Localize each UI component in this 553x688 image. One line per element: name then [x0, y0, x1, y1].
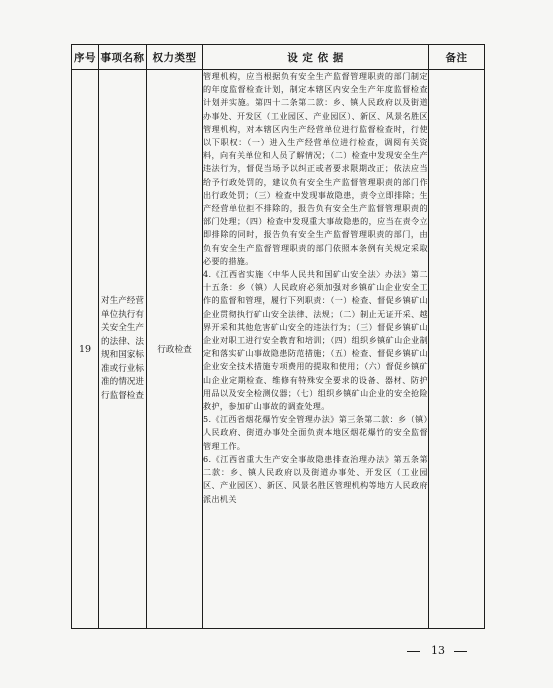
- basis-paragraph: 4.《江西省实施〈中华人民共和国矿山安全法〉办法》第二十五条：乡（镇）人民政府必须加强对乡镇矿山企业安全工作的监督和管理，履行下列职责：（一）检查、督促乡镇矿山企业贯彻执行矿山安全法律、法规；（二）制止无证开采、越界开采和其他危害矿山安全的违法行为；（三）督促乡镇矿山企业对职工进行安全教育和培训；（四）组织乡镇矿山企业制定和落实矿山事故隐患防范措施；（五）检查、督促乡镇矿山企业安全技术措施专项费用的提取和使用；（六）督促乡镇矿山企业定期检查、维修有特殊安全要求的设备、器材、防护用品以及安全检测仪器；（七）组织乡镇矿山企业的安全抢险救护，参加矿山事故的调查处理。: [203, 269, 428, 412]
- page-number: 13: [431, 644, 445, 657]
- header-power-type: 权力类型: [147, 45, 203, 70]
- row-basis: [203, 70, 429, 629]
- header-number: 序号: [72, 45, 99, 70]
- header-basis: 设 定 依 据: [203, 45, 429, 70]
- page-footer: [407, 644, 467, 658]
- header-item-name: 事项名称: [99, 45, 147, 70]
- row-number: 19: [72, 70, 99, 629]
- basis-paragraph: 5.《江西省烟花爆竹安全管理办法》第三条第二款：乡（镇）人民政府、街道办事处全面负责本地区烟花爆竹的安全监督管理工作。: [203, 414, 428, 451]
- row-item-name: 对生产经营单位执行有关安全生产的法律、法规和国家标准或行业标准的情况进行监督检查: [99, 70, 147, 629]
- header-remarks: 备注: [429, 45, 485, 70]
- table-header-row: [72, 45, 485, 70]
- table-row: [72, 70, 485, 629]
- row-remarks: [429, 70, 485, 629]
- basis-paragraph: 管理机构，应当根据负有安全生产监督管理职责的部门制定的年度监督检查计划，制定本辖区内安全生产年度监督检查计划并实施。第四十二条第二款：乡、镇人民政府以及街道办事处、开发区（工业园区、产业园区）、新区、风景名胜区管理机构，对本辖区内生产经营单位进行监督检查时，行使以下职权：（一）进入生产经营单位进行检查，调阅有关资料，向有关单位和人员了解情况；（二）检查中发现安全生产违法行为，督促当场予以纠正或者要求限期改正；依法应当给予行政处罚的，建议负有安全生产监督管理职责的部门作出行政处罚；（三）检查中发现事故隐患，责令立即排除；生产经营单位拒不排除的，报告负有安全生产监督管理职责的部门处理；（四）检查中发现重大事故隐患的，应当在责令立即排除的同时，报告负有安全生产监督管理职责的部门，由负有安全生产监督管理职责的部门依照本条例有关规定采取必要的措施。: [203, 71, 428, 266]
- footer-dash-right: [454, 651, 467, 652]
- footer-dash-left: [407, 651, 420, 652]
- row-power-type: 行政检查: [147, 70, 203, 629]
- basis-paragraph: 6.《江西省重大生产安全事故隐患排查治理办法》第五条第二款：乡、镇人民政府以及街道办事处、开发区（工业园区、产业园区）、新区、风景名胜区管理机构等地方人民政府派出机关: [203, 453, 428, 504]
- power-list-table: [71, 44, 485, 629]
